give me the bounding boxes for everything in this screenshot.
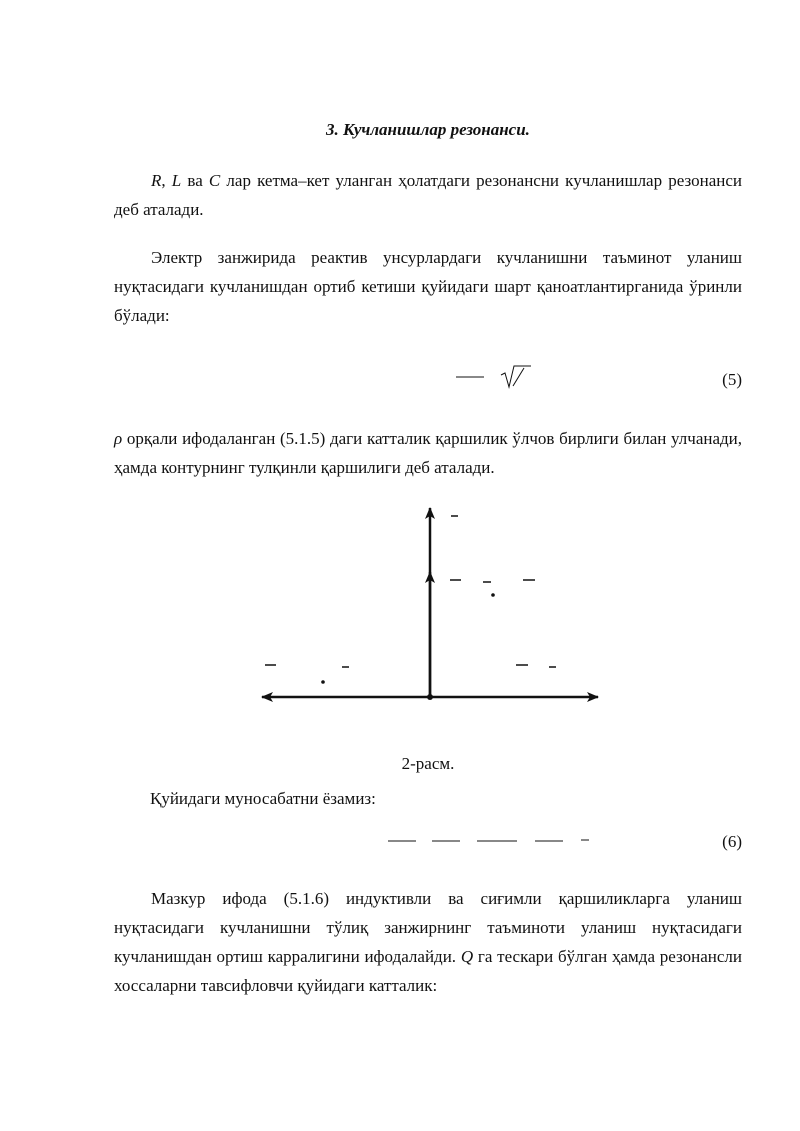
figure-caption: 2-расм. xyxy=(401,754,455,773)
paragraph-condition: Электр занжирида реактив унсурлардаги кучланишни таъминот уланиш нуқтасидаги кучланишдан ортиб кетиши қуйидаги шарт қаноатлантирганида ўринли бўлади: xyxy=(114,248,742,325)
section-heading: 3. Кучланишлар резонанси. xyxy=(326,120,530,139)
symbol-l: L xyxy=(171,171,182,190)
equation-number-5: (5) xyxy=(722,370,742,389)
paragraph-definition: R, L ва C лар кетма–кет уланган ҳолатдаги резонансни кучланишлар резонанси деб аталади. xyxy=(114,171,742,219)
symbol-r: R xyxy=(151,171,162,190)
equation-number-6: (6) xyxy=(722,832,742,851)
symbol-rho: ρ xyxy=(114,429,123,448)
paragraph-relation: Қуйидаги муносабатни ёзамиз: xyxy=(150,789,376,808)
paragraph-q-factor: Мазкур ифода (5.1.6) индуктивли ва сиғимли қаршиликларга уланиш нуқтасидаги кучланишни тўлиқ занжирнинг таъминоти уланиш нуқтасидаги кучланишдан ортиш карралигини ифодалайди. Q га тескари бўлган ҳамда резонансли хоссаларни тавсифловчи қуйидаги катталик: xyxy=(114,889,743,995)
paragraph-rho: ρ орқали ифодаланган (5.1.5) даги катталик қаршилик ўлчов бирлиги билан улчанади, ҳамда контурнинг тулқинли қаршилиги деб аталади. xyxy=(114,429,742,477)
symbol-c: C xyxy=(208,171,221,190)
symbol-q: Q xyxy=(460,947,474,966)
